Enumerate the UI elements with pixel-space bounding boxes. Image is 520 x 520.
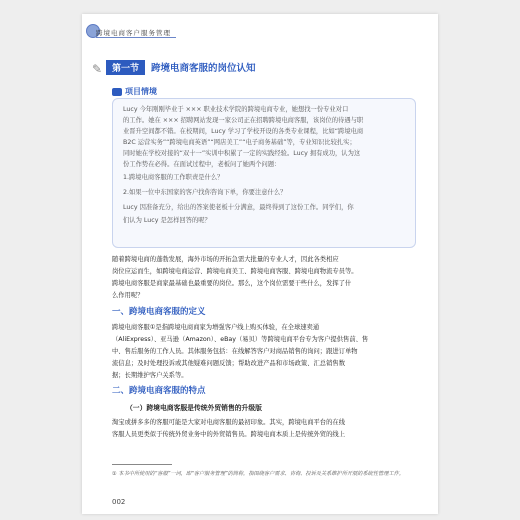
section-title-row [106, 60, 256, 74]
intro-line: 么作用呢？ [112, 292, 144, 299]
definition-line: 中、售后服务的工作人员。其体服务包括：在线解答客户对商品销售的询问；跟进订单物 [112, 348, 358, 355]
subheading-upgrade: （一）跨境电商客服是传统外贸销售的升级版 [126, 404, 262, 412]
scenario-question: 1.跨境电商客服的工作职责是什么？ [123, 174, 224, 181]
definition-line: 据；长期维护客户关系等。 [112, 372, 188, 379]
heading-features: 二、跨境电商客服的特点 [112, 386, 206, 396]
scenario-tag [112, 86, 157, 97]
scenario-line: 业晋升空间都不错。在校期间，Lucy 学习了学校开设的各类专业课程，比如“跨境电商 [123, 128, 364, 135]
footnote: ① 本书中所使用的“客服”一词，即“客户服务管理”的简称，指围绕客户需求、咨询、投诉及关系维护所开展的系统性管理工作。 [112, 471, 404, 477]
scenario-line: 的工作。她在 ××× 招聘网站发现一家公司正在招聘跨境电商客服，该岗位的待遇与职 [123, 117, 364, 124]
page-number: 002 [112, 498, 126, 506]
book-page [82, 14, 438, 514]
header-divider [96, 37, 176, 38]
scenario-line: Lucy 因准备充分，给出的答案使老板十分满意，最终得到了这份工作。同学们，你 [123, 204, 354, 211]
intro-line: 跨境电商客服是商家最基础也最重要的岗位。那么，这个岗位需要干些什么，发挥了什 [112, 280, 352, 287]
feature-line: 淘宝或拼多多的客服可能是大家对电商客服的最初印象。其实，跨境电商平台的在线 [112, 419, 345, 426]
scenario-line: 们认为 Lucy 是怎样回答的呢？ [123, 217, 211, 224]
scenario-line: 同时她在学校对接的“双十一”实训中积累了一定的实践经验。Lucy 拥有成功，认为这 [123, 150, 361, 157]
definition-line: （AliExpress）、亚马逊（Amazon）、eBay（易贝）等跨境电商平台专为客户提供售前、售 [112, 336, 369, 343]
running-title: 跨境电商客户服务管理 [96, 29, 171, 37]
scenario-line: Lucy 今年刚刚毕业于 ××× 职业技术学院的跨境电商专业，她想找一份专业对口 [123, 106, 349, 113]
section-title: 跨境电商客服的岗位认知 [151, 63, 256, 74]
scenario-tag-label: 项目情境 [125, 87, 157, 96]
scenario-line: B2C 运营实务”“跨境电商英语”“网店美工”“电子商务基础”等，专业知识比较扎实； [123, 139, 356, 146]
video-icon [112, 88, 122, 96]
intro-line: 随着跨境电商的蓬勃发展，海外市场的开拓急需大批量的专业人才，因此各类相应 [112, 256, 339, 263]
definition-line: 跨境电商客服①是指跨境电商商家为增强客户线上购买体验，在全球速卖通 [112, 324, 320, 331]
heading-definition: 一、跨境电商客服的定义 [112, 307, 206, 317]
footnote-divider [112, 464, 172, 465]
scenario-box [112, 98, 416, 248]
scenario-question: 2.如果一位中东国家的客户找你咨询下单，你要注意什么？ [123, 189, 287, 196]
feature-line: 客服人员更类似于传统外贸业务中的外贸销售员。跨境电商本质上是传统外贸的线上 [112, 431, 345, 438]
definition-line: 流信息；及时处理投诉或其他疑难问题反馈；帮助改进产品和市场政策、汇总销售数 [112, 360, 345, 367]
pen-icon: ✎ [92, 62, 103, 76]
intro-line: 岗位应运而生，如跨境电商运营、跨境电商美工、跨境电商客服、跨境电商物流专员等。 [112, 268, 358, 275]
scenario-line: 份工作势在必得。在面试过程中，老板问了她两个问题： [123, 161, 281, 168]
section-number: 第一节 [106, 60, 145, 75]
